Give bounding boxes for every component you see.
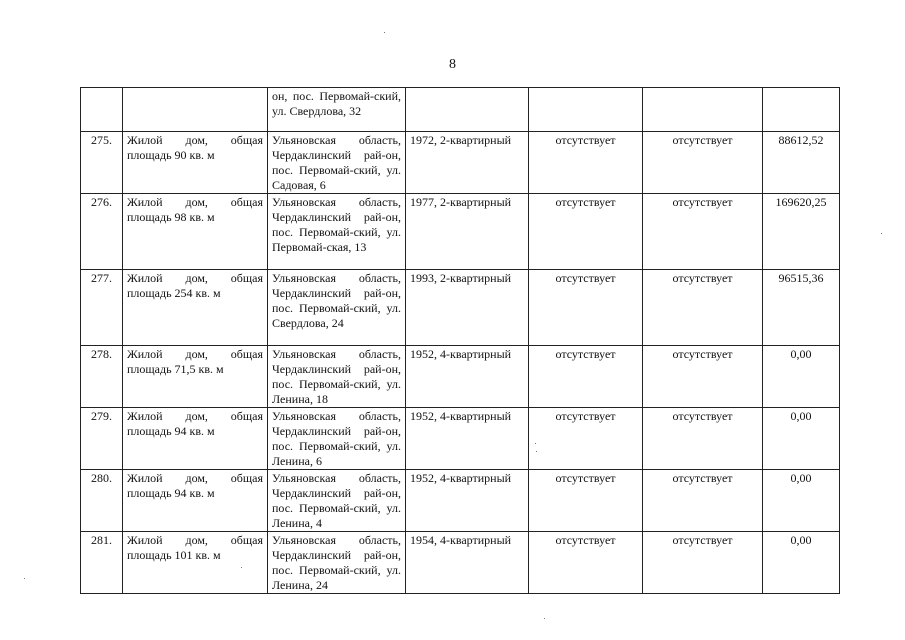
cell-address: Ульяновская область, Чердаклинский рай-он, пос. Первомай-ский, ул. Ленина, 24 (268, 532, 406, 594)
cell-year-type: 1977, 2-квартирный (406, 194, 529, 270)
scan-speck (544, 618, 545, 619)
table-row (81, 270, 840, 346)
cell-number (81, 88, 123, 132)
scan-speck (241, 567, 242, 568)
page-number: 8 (449, 57, 456, 72)
cell-value: 96515,36 (763, 270, 840, 346)
cell-object-name: Жилой дом, общая площадь 101 кв. м (123, 532, 268, 594)
cell-col6: отсутствует (643, 408, 763, 470)
cell-col6: отсутствует (643, 346, 763, 408)
scan-speck (535, 443, 536, 444)
cell-address: Ульяновская область, Чердаклинский рай-он, пос. Первомай-ский, ул. Садовая, 6 (268, 132, 406, 194)
cell-object-name: Жилой дом, общая площадь 94 кв. м (123, 470, 268, 532)
cell-col5: отсутствует (529, 346, 643, 408)
cell-object-name: Жилой дом, общая площадь 94 кв. м (123, 408, 268, 470)
cell-number: 277. (81, 270, 123, 346)
cell-value: 0,00 (763, 346, 840, 408)
cell-object-name: Жилой дом, общая площадь 90 кв. м (123, 132, 268, 194)
cell-address: Ульяновская область, Чердаклинский рай-он, пос. Первомай-ский, ул. Первомай-ская, 13 (268, 194, 406, 270)
cell-number: 278. (81, 346, 123, 408)
cell-value: 0,00 (763, 408, 840, 470)
cell-col6: отсутствует (643, 132, 763, 194)
cell-address: Ульяновская область, Чердаклинский рай-он, пос. Первомай-ский, ул. Свердлова, 24 (268, 270, 406, 346)
cell-col6: отсутствует (643, 532, 763, 594)
cell-year-type: 1954, 4-квартирный (406, 532, 529, 594)
cell-number: 276. (81, 194, 123, 270)
cell-object-name: Жилой дом, общая площадь 71,5 кв. м (123, 346, 268, 408)
table-row (81, 532, 840, 594)
cell-number: 281. (81, 532, 123, 594)
cell-value (763, 88, 840, 132)
cell-col5: отсутствует (529, 532, 643, 594)
cell-year-type: 1952, 4-квартирный (406, 408, 529, 470)
cell-value: 88612,52 (763, 132, 840, 194)
cell-address: он, пос. Первомай-ский, ул. Свердлова, 32 (268, 88, 406, 132)
table-row (81, 132, 840, 194)
cell-col5: отсутствует (529, 270, 643, 346)
cell-year-type: 1952, 4-квартирный (406, 470, 529, 532)
cell-object-name: Жилой дом, общая площадь 98 кв. м (123, 194, 268, 270)
scan-speck (24, 578, 25, 579)
table-row (81, 470, 840, 532)
cell-value: 169620,25 (763, 194, 840, 270)
cell-object-name: Жилой дом, общая площадь 254 кв. м (123, 270, 268, 346)
cell-col6: отсутствует (643, 194, 763, 270)
cell-col5: отсутствует (529, 132, 643, 194)
cell-value: 0,00 (763, 470, 840, 532)
cell-col5: отсутствует (529, 194, 643, 270)
cell-col5: отсутствует (529, 408, 643, 470)
cell-address: Ульяновская область, Чердаклинский рай-он, пос. Первомай-ский, ул. Ленина, 4 (268, 470, 406, 532)
table-row-continuation (81, 88, 840, 132)
property-table (80, 87, 840, 594)
cell-number: 275. (81, 132, 123, 194)
table-row (81, 346, 840, 408)
scan-speck (881, 233, 882, 234)
scan-speck (536, 451, 537, 452)
cell-address: Ульяновская область, Чердаклинский рай-он, пос. Первомай-ский, ул. Ленина, 6 (268, 408, 406, 470)
cell-number: 280. (81, 470, 123, 532)
cell-address: Ульяновская область, Чердаклинский рай-он, пос. Первомай-ский, ул. Ленина, 18 (268, 346, 406, 408)
cell-value: 0,00 (763, 532, 840, 594)
cell-number: 279. (81, 408, 123, 470)
cell-year-type: 1972, 2-квартирный (406, 132, 529, 194)
cell-col5: отсутствует (529, 470, 643, 532)
cell-col6: отсутствует (643, 270, 763, 346)
cell-col6: отсутствует (643, 470, 763, 532)
cell-year-type (406, 88, 529, 132)
cell-object-name (123, 88, 268, 132)
cell-year-type: 1993, 2-квартирный (406, 270, 529, 346)
scan-speck (384, 32, 385, 33)
table-row (81, 408, 840, 470)
table-row (81, 194, 840, 270)
cell-year-type: 1952, 4-квартирный (406, 346, 529, 408)
cell-col5 (529, 88, 643, 132)
cell-col6 (643, 88, 763, 132)
